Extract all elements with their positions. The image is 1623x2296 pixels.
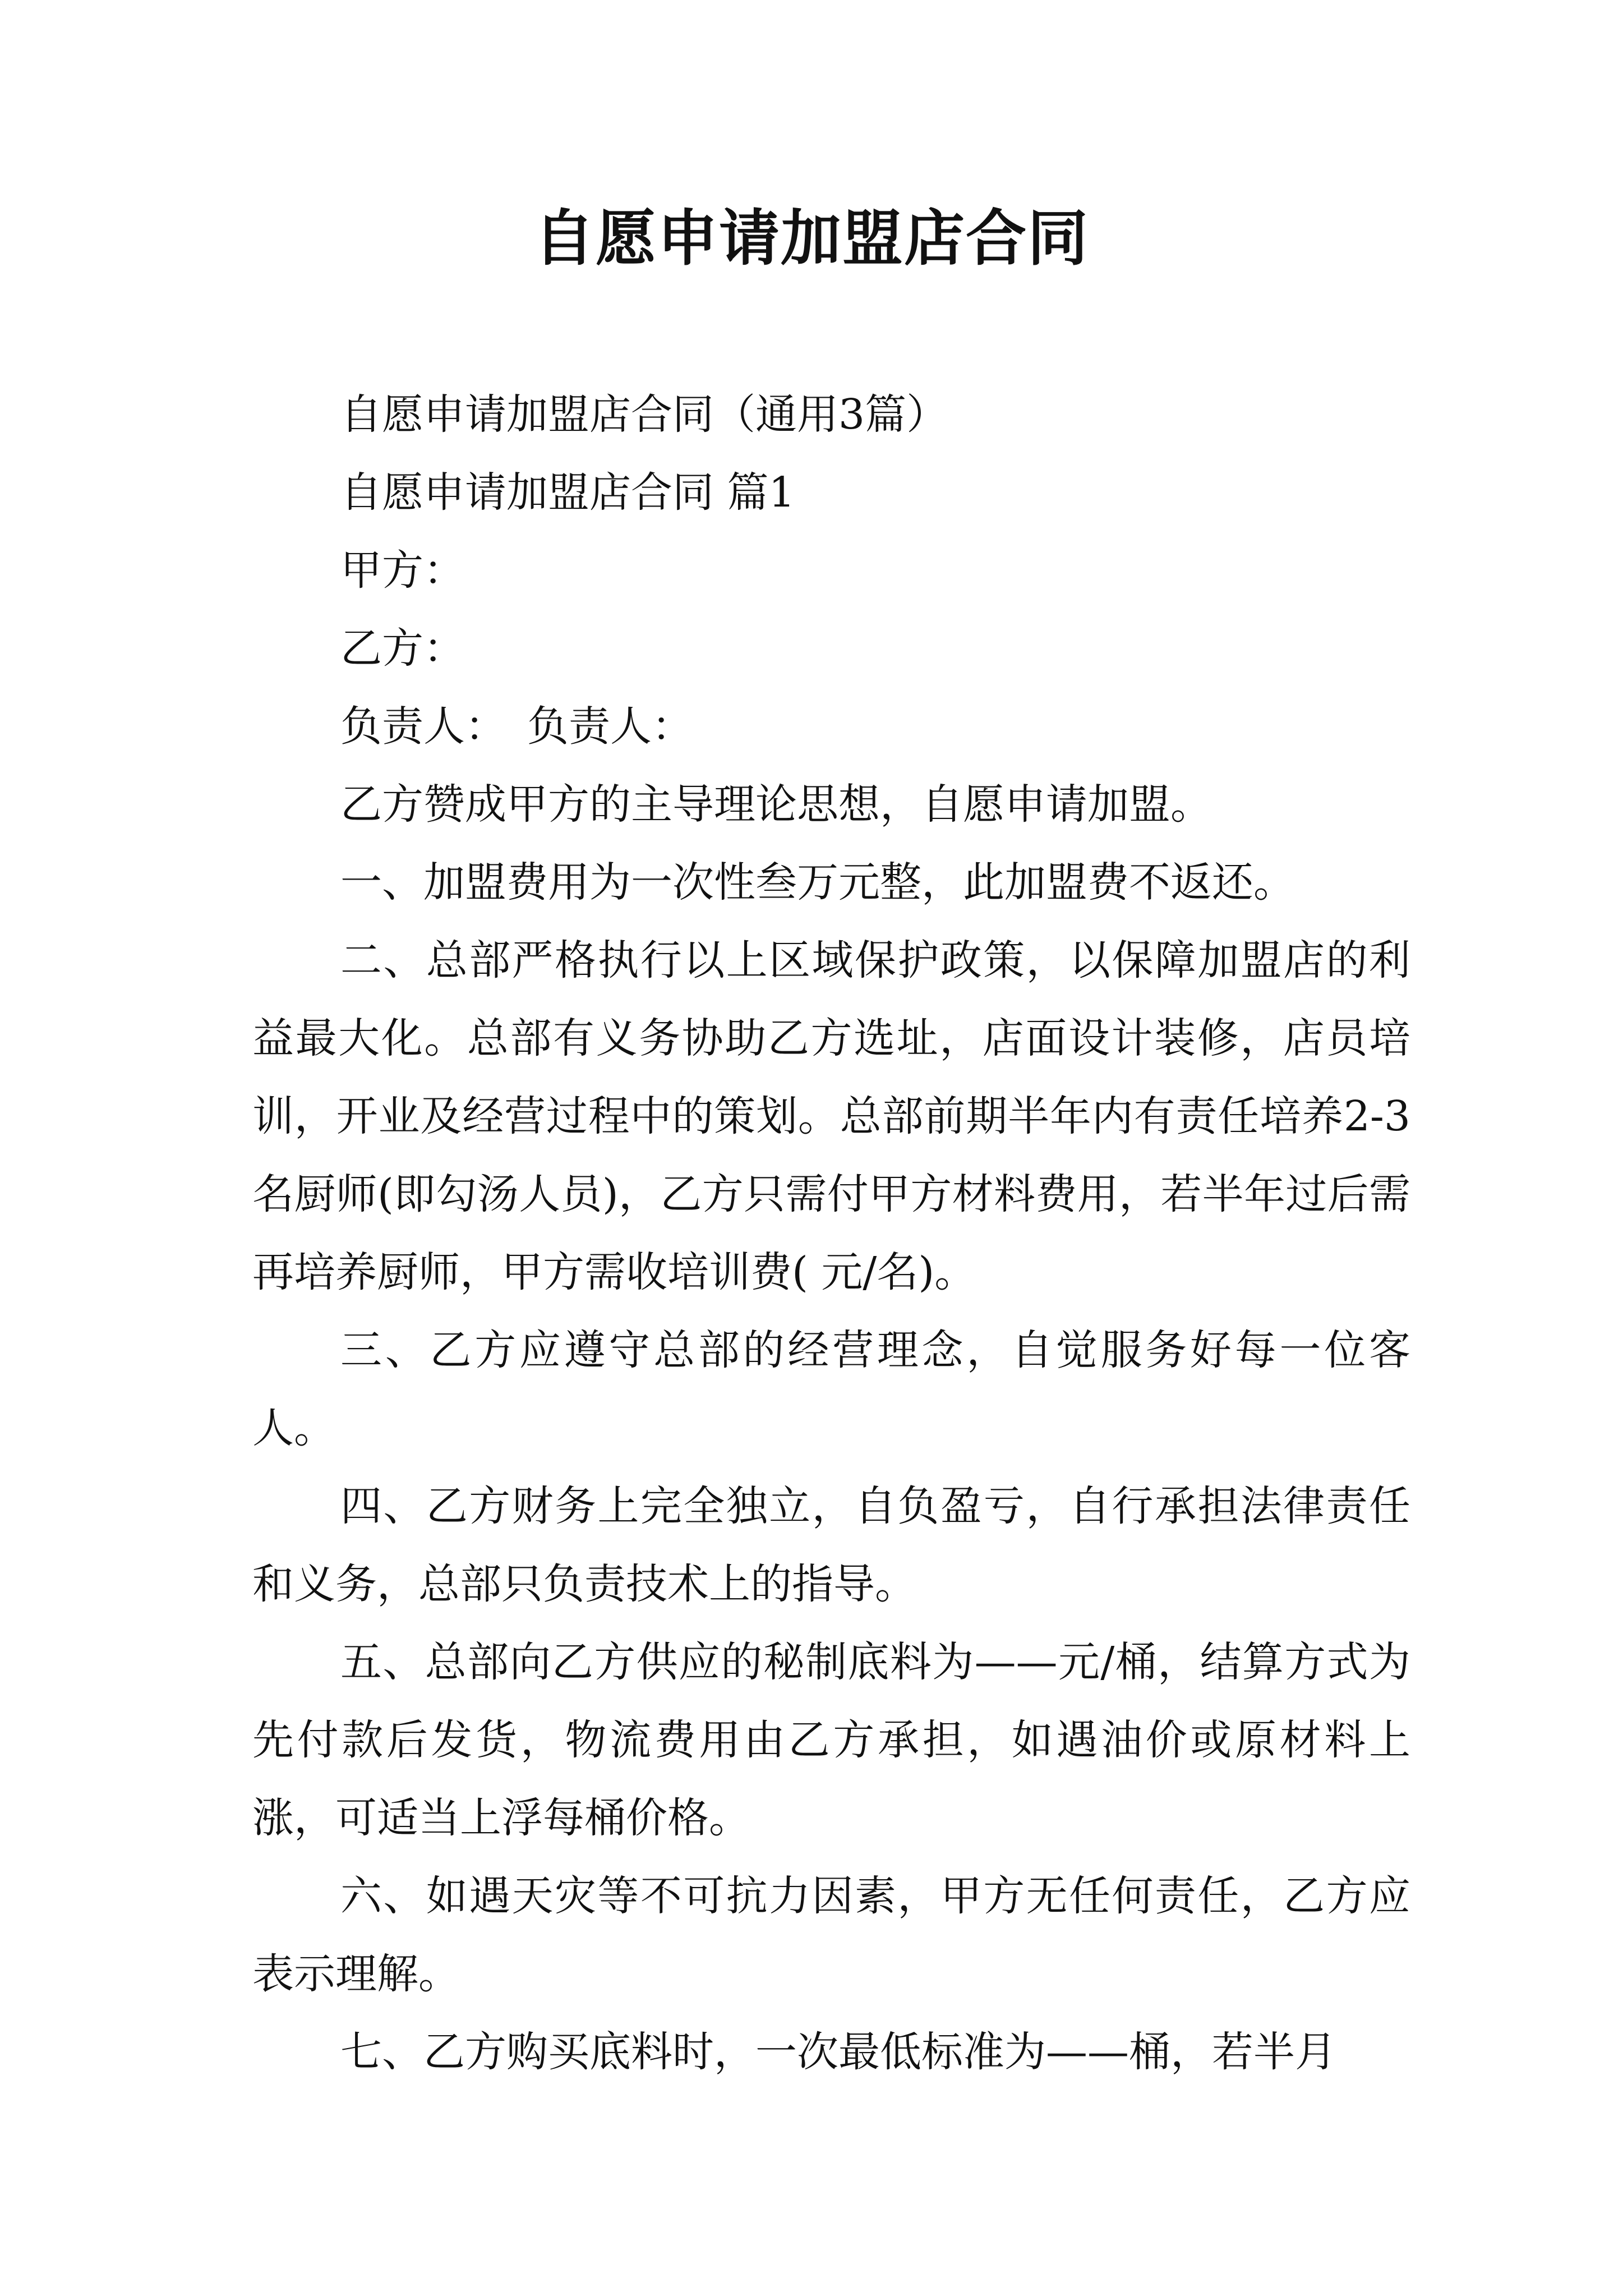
subtitle-paragraph: 自愿申请加盟店合同（通用3篇）: [340, 390, 948, 439]
document-title: 自愿申请加盟店合同: [533, 203, 1089, 274]
clause-2: 二、总部严格执行以上区域保护政策，以保障加盟店的利益最大化。总部有义务协助乙方选址，店面设计装修，店员培训，开业及经营过程中的策划。总部前期半年内有责任培养2-3名厨师(即勾汤人员)，乙方只需付甲方材料费用，若半年过后需再培养厨师，甲方需收培训费( 元/名)。: [252, 936, 1410, 1296]
clause-4: 四、乙方财务上完全独立，自负盈亏，自行承担法律责任和义务，总部只负责技术上的指导。: [252, 1482, 1410, 1608]
clause-3: 三、乙方应遵守总部的经营理念，自觉服务好每一位客人。: [252, 1326, 1410, 1452]
responsible-persons-line: 负责人： 负责人：: [340, 702, 693, 751]
party-b-line: 乙方：: [340, 624, 465, 673]
document-body: [252, 376, 1410, 2091]
party-a-line: 甲方：: [340, 546, 465, 595]
section-heading: 自愿申请加盟店合同 篇1: [340, 468, 795, 517]
clause-1: 一、加盟费用为一次性叁万元整，此加盟费不返还。: [340, 858, 1295, 907]
clause-5: 五、总部向乙方供应的秘制底料为——元/桶，结算方式为先付款后发货，物流费用由乙方承担，如遇油价或原材料上涨，可适当上浮每桶价格。: [252, 1638, 1410, 1842]
clause-6: 六、如遇天灾等不可抗力因素，甲方无任何责任，乙方应表示理解。: [252, 1872, 1410, 1998]
clause-7: 七、乙方购买底料时，一次最低标准为——桶，若半月: [340, 2028, 1336, 2076]
preamble-paragraph: 乙方赞成甲方的主导理论思想，自愿申请加盟。: [340, 780, 1212, 829]
